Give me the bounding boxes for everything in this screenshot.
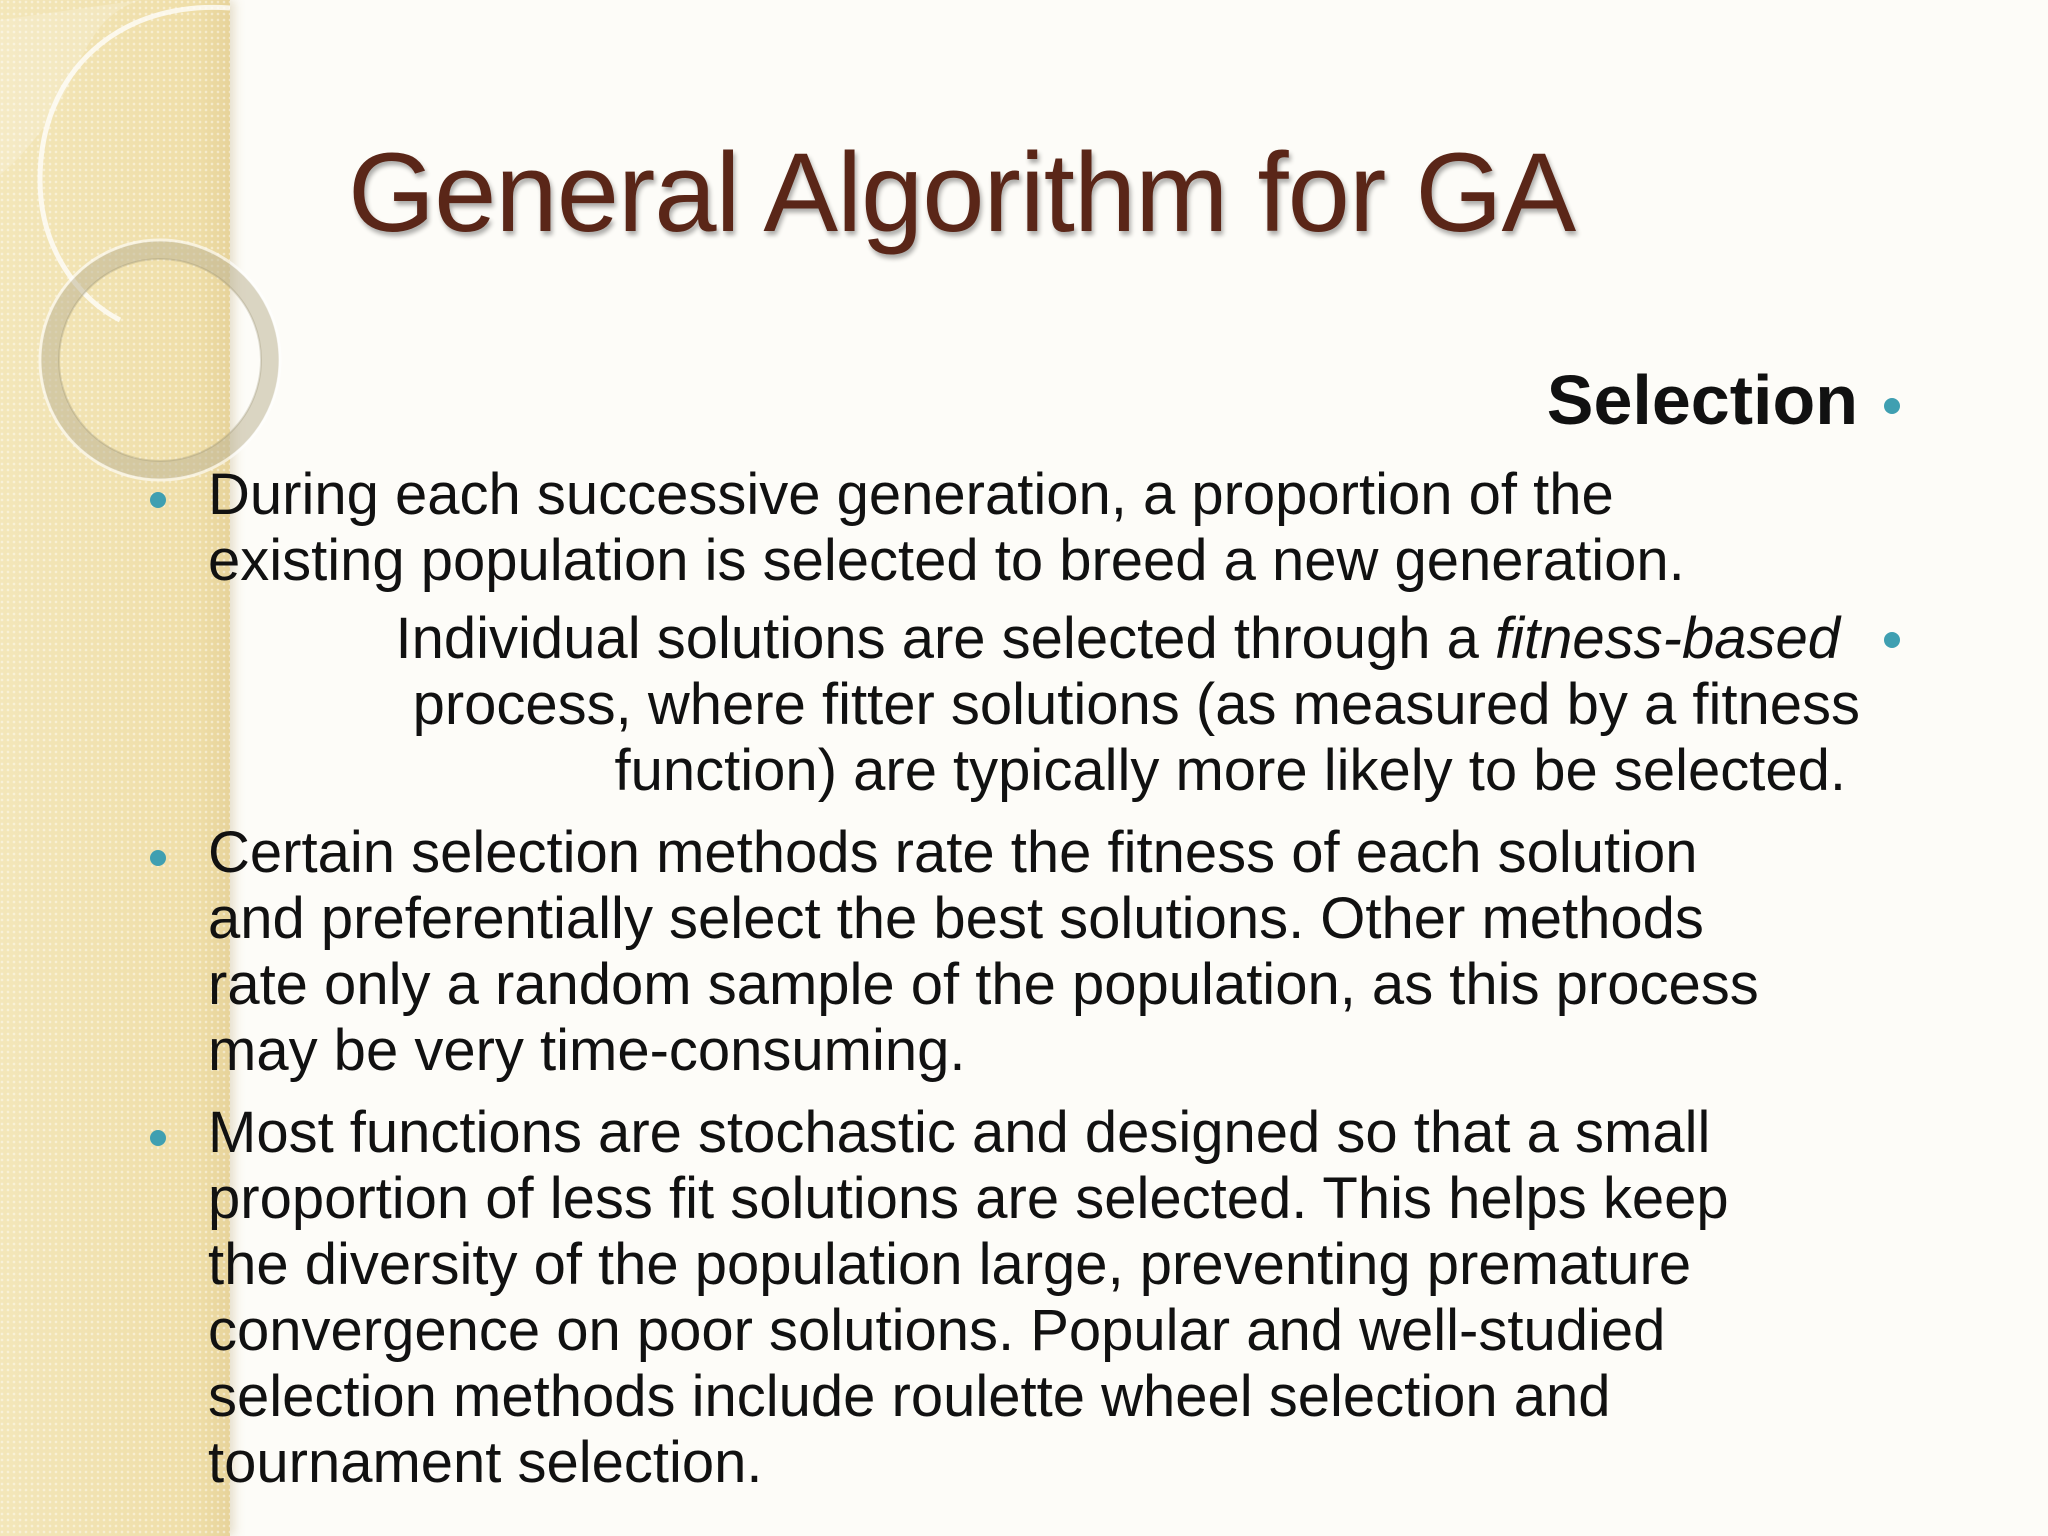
paragraph-line: process, where fitter solutions (as measured by a fitness bbox=[412, 672, 1860, 737]
paragraph-text: Individual solutions are selected through a bbox=[395, 606, 1496, 671]
paragraph-1 bbox=[208, 462, 1685, 594]
paragraph-2 bbox=[396, 606, 1860, 804]
section-heading: Selection bbox=[1546, 361, 1858, 439]
paragraph-line: rate only a random sample of the population, as this process bbox=[208, 952, 1759, 1017]
bullet-icon bbox=[1884, 632, 1900, 648]
bullet-icon bbox=[150, 492, 166, 508]
bullet-icon bbox=[150, 850, 166, 866]
paragraph-line bbox=[396, 606, 1860, 672]
paragraph-line: Most functions are stochastic and designed so that a small bbox=[208, 1100, 1711, 1165]
paragraph-line: and preferentially select the best solutions. Other methods bbox=[208, 886, 1704, 951]
paragraph-3 bbox=[208, 820, 1759, 1084]
paragraph-line: function) are typically more likely to be selected. bbox=[614, 738, 1846, 803]
paragraph-line: convergence on poor solutions. Popular and well-studied bbox=[208, 1298, 1666, 1363]
paragraph-line: During each successive generation, a proportion of the bbox=[208, 462, 1614, 527]
paragraph-line: the diversity of the population large, preventing premature bbox=[208, 1232, 1692, 1297]
paragraph-line: Certain selection methods rate the fitness of each solution bbox=[208, 820, 1698, 885]
paragraph-4 bbox=[208, 1100, 1729, 1496]
paragraph-line: selection methods include roulette wheel selection and bbox=[208, 1364, 1611, 1429]
paragraph-italic-term: fitness-based bbox=[1495, 606, 1840, 671]
heading-bullet-icon bbox=[1884, 398, 1900, 414]
paragraph-line: tournament selection. bbox=[208, 1430, 763, 1495]
paragraph-line: existing population is selected to breed a new generation. bbox=[208, 528, 1685, 593]
decorative-rings bbox=[0, 0, 300, 520]
paragraph-line: proportion of less fit solutions are selected. This helps keep bbox=[208, 1166, 1729, 1231]
bullet-icon bbox=[150, 1130, 166, 1146]
slide-title: General Algorithm for GA bbox=[348, 130, 1576, 255]
paragraph-line: may be very time-consuming. bbox=[208, 1018, 966, 1083]
